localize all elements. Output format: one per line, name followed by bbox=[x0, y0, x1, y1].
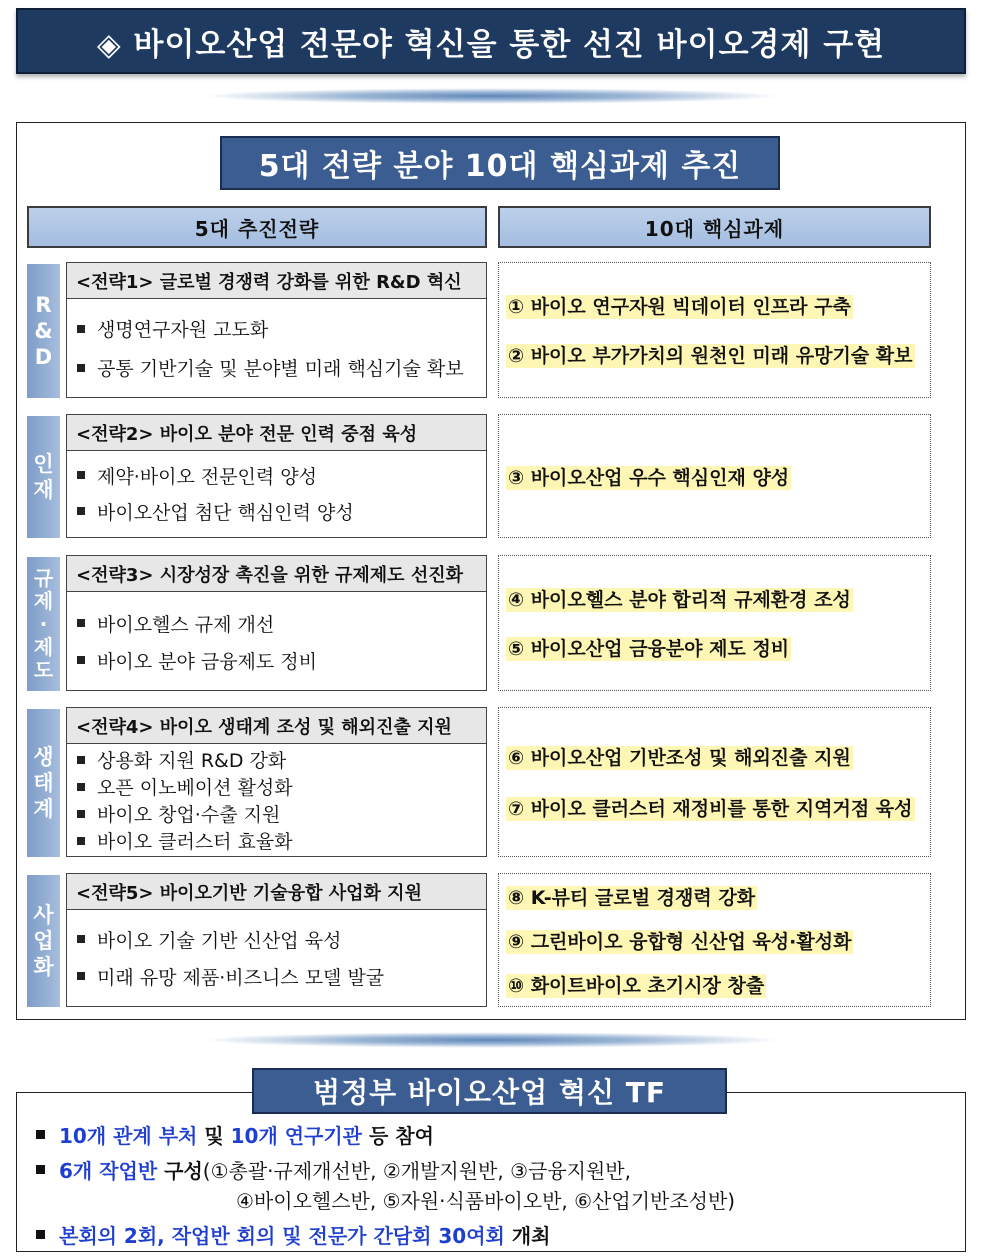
strategy-title: <전략2> 바이오 분야 전문 인력 중점 육성 bbox=[67, 415, 486, 451]
strategy-title: <전략4> 바이오 생태계 조성 및 해외진출 지원 bbox=[67, 708, 486, 744]
strategy-item-list bbox=[67, 592, 486, 678]
list-item: 미래 유망 제품·비즈니스 모델 발굴 bbox=[77, 958, 486, 994]
strategy-title: <전략1> 글로벌 경쟁력 강화를 위한 R&D 혁신 bbox=[67, 263, 486, 299]
strategy-box-5 bbox=[66, 873, 487, 1007]
square-bullet-icon bbox=[77, 783, 85, 791]
task-item: ③ 바이오산업 우수 핵심인재 양성 bbox=[508, 466, 790, 489]
task-item: ⑧ K-뷰티 글로벌 경쟁력 강화 bbox=[508, 886, 756, 909]
strategy-item-list bbox=[67, 744, 486, 854]
strategy-box-4 bbox=[66, 707, 487, 857]
task-item: ⑥ 바이오산업 기반조성 및 해외진출 지원 bbox=[508, 747, 851, 769]
list-item: 상용화 지원 R&D 강화 bbox=[77, 746, 486, 773]
strategy-box-1 bbox=[66, 262, 487, 398]
section-heading: 5대 전략 분야 10대 핵심과제 추진 bbox=[220, 136, 780, 190]
tf-line-working-groups: 6개 작업반 구성 (①총괄·규제개선반, ②개발지원반, ③금융지원반, bbox=[36, 1155, 631, 1184]
task-box-2 bbox=[498, 414, 931, 538]
task-box-3 bbox=[498, 555, 931, 691]
list-item: 생명연구자원 고도화 bbox=[77, 309, 486, 348]
list-item: 바이오 분야 금융제도 정비 bbox=[77, 642, 486, 678]
row-tag-regulation: 규 제 · 제 도 bbox=[27, 557, 60, 691]
task-box-1 bbox=[498, 262, 931, 398]
strategy-item-list bbox=[67, 910, 486, 994]
square-bullet-icon bbox=[77, 756, 85, 764]
square-bullet-icon bbox=[77, 837, 85, 845]
square-bullet-icon bbox=[77, 935, 85, 943]
square-bullet-icon bbox=[77, 972, 85, 980]
decorative-wave-bottom bbox=[200, 1032, 782, 1048]
square-bullet-icon bbox=[77, 656, 85, 664]
strategy-box-3 bbox=[66, 555, 487, 691]
strategy-item-list bbox=[67, 451, 486, 529]
strategy-title: <전략3> 시장성장 촉진을 위한 규제제도 선진화 bbox=[67, 556, 486, 592]
strategy-item-list bbox=[67, 299, 486, 387]
list-item: 오픈 이노베이션 활성화 bbox=[77, 773, 486, 800]
list-item: 바이오헬스 규제 개선 bbox=[77, 604, 486, 642]
list-item: 제약·바이오 전문인력 양성 bbox=[77, 457, 486, 493]
row-tag-commercialization: 사 업 화 bbox=[27, 875, 60, 1007]
task-item: ⑩ 화이트바이오 초기시장 창출 bbox=[508, 974, 765, 997]
row-tag-ecosystem: 생 태 계 bbox=[27, 709, 60, 857]
square-bullet-icon bbox=[36, 1130, 45, 1139]
square-bullet-icon bbox=[77, 810, 85, 818]
task-item: ⑨ 그린바이오 융합형 신산업 육성·활성화 bbox=[508, 930, 852, 953]
column-header-strategies: 5대 추진전략 bbox=[27, 206, 487, 248]
list-item: 바이오 기술 기반 신산업 육성 bbox=[77, 920, 486, 958]
task-item: ② 바이오 부가가치의 원천인 미래 유망기술 확보 bbox=[508, 345, 913, 367]
row-tag-talent: 인 재 bbox=[27, 416, 60, 538]
list-item: 바이오 창업·수출 지원 bbox=[77, 800, 486, 827]
list-item: 공통 기반기술 및 분야별 미래 핵심기술 확보 bbox=[77, 348, 486, 387]
square-bullet-icon bbox=[77, 325, 85, 333]
list-item: 바이오 클러스터 효율화 bbox=[77, 827, 486, 854]
strategy-title: <전략5> 바이오기반 기술융합 사업화 지원 bbox=[67, 874, 486, 910]
tf-line-meetings: 본회의 2회, 작업반 회의 및 전문가 간담회 30여회 개최 bbox=[36, 1220, 550, 1249]
square-bullet-icon bbox=[36, 1230, 45, 1239]
task-box-4 bbox=[498, 707, 931, 857]
column-header-tasks: 10대 핵심과제 bbox=[498, 206, 931, 248]
tf-line-working-groups-cont: ④바이오헬스반, ⑤자원·식품바이오반, ⑥산업기반조성반) bbox=[236, 1189, 736, 1213]
square-bullet-icon bbox=[77, 364, 85, 372]
task-item: ⑦ 바이오 클러스터 재정비를 통한 지역거점 육성 bbox=[508, 798, 913, 820]
tf-line-participation: 10개 관계 부처 및 10개 연구기관 등 참여 bbox=[36, 1120, 434, 1149]
task-item: ① 바이오 연구자원 빅데이터 인프라 구축 bbox=[508, 296, 851, 318]
tf-heading: 범정부 바이오산업 혁신 TF bbox=[252, 1068, 727, 1114]
task-item: ④ 바이오헬스 분야 합리적 규제환경 조성 bbox=[508, 589, 851, 611]
square-bullet-icon bbox=[36, 1165, 45, 1174]
task-box-5 bbox=[498, 873, 931, 1007]
square-bullet-icon bbox=[77, 471, 85, 479]
task-item: ⑤ 바이오산업 금융분야 제도 정비 bbox=[508, 638, 790, 660]
list-item: 바이오산업 첨단 핵심인력 양성 bbox=[77, 493, 486, 529]
strategy-box-2 bbox=[66, 414, 487, 538]
page-title: ◈ 바이오산업 전문야 혁신을 통한 선진 바이오경제 구현 bbox=[16, 8, 966, 74]
square-bullet-icon bbox=[77, 507, 85, 515]
square-bullet-icon bbox=[77, 619, 85, 627]
row-tag-rnd: R & D bbox=[27, 264, 60, 398]
decorative-wave-top bbox=[200, 88, 782, 104]
